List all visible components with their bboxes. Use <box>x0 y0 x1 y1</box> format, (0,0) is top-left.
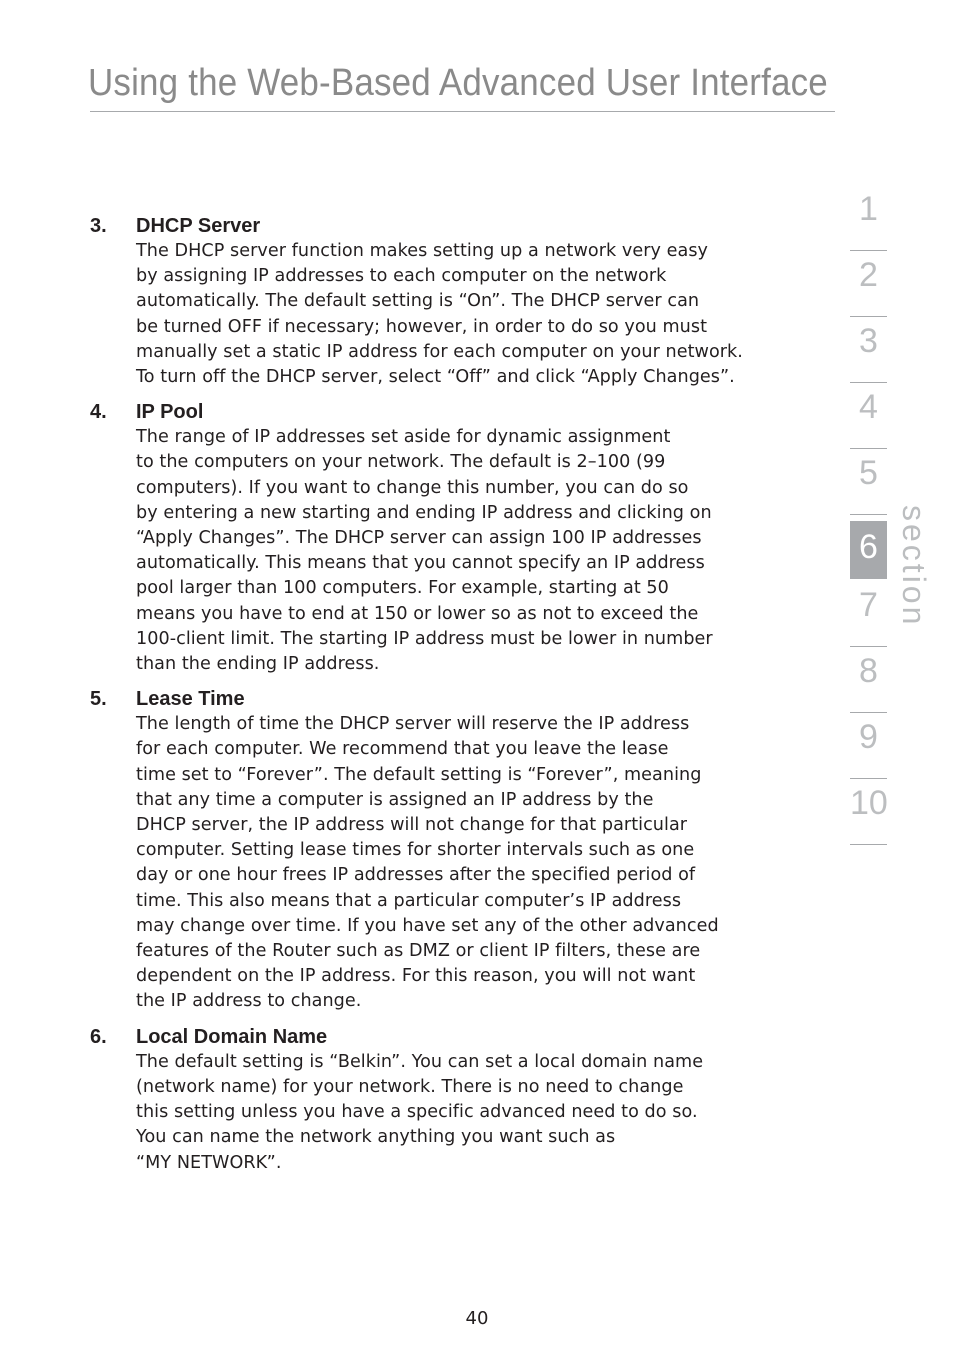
section-number: 1 <box>859 190 878 228</box>
section-number: 3 <box>859 322 878 360</box>
section-number: 7 <box>859 586 878 624</box>
section-tab-8[interactable] <box>850 647 887 713</box>
item-number: 5. <box>90 688 107 711</box>
item-number: 3. <box>90 215 107 237</box>
section-label: section <box>896 505 932 628</box>
section-tab-9[interactable] <box>850 713 887 779</box>
list-item-dhcp-server <box>90 214 810 390</box>
item-heading: IP Pool <box>136 401 204 424</box>
section-number: 2 <box>859 256 878 294</box>
item-heading: DHCP Server <box>136 215 261 237</box>
list-item-ip-pool <box>90 400 810 677</box>
section-tab-7[interactable] <box>850 581 887 647</box>
section-number: 8 <box>859 652 878 690</box>
page-title: Using the Web-Based Advanced User Interface <box>88 62 828 104</box>
item-number: 4. <box>90 401 107 424</box>
item-heading: Lease Time <box>136 688 245 711</box>
item-heading: Local Domain Name <box>136 1025 328 1048</box>
section-tab-1[interactable] <box>850 185 887 251</box>
item-body: The default setting is “Belkin”. You can set a local domain name (network name) for your network. There is no need to change this setting unless you have a specific advanced need to do so. You can name the network anything you want such as “MY NETWORK”. <box>136 1051 704 1173</box>
section-tab-5[interactable] <box>850 449 887 515</box>
list-item-lease-time <box>90 687 810 1014</box>
section-tab-10[interactable] <box>850 779 887 845</box>
section-number: 6 <box>859 528 878 566</box>
content-list <box>90 214 810 1186</box>
title-divider <box>90 111 835 112</box>
section-number: 9 <box>859 718 878 756</box>
page-number: 40 <box>465 1308 489 1329</box>
section-tab-2[interactable] <box>850 251 887 317</box>
section-number: 10 <box>850 784 888 822</box>
list-item-local-domain-name <box>90 1025 810 1176</box>
item-body: The DHCP server function makes setting up a network very easy by assigning IP addresses to each computer on the network automatically. The default setting is “On”. The DHCP server can be turned OFF if necessary; however, in order to do so you must manually set a static IP address for each computer on your network. To turn off the DHCP server, select “Off” and click “Apply Changes”. <box>136 241 743 388</box>
item-body: The range of IP addresses set aside for dynamic assignment to the computers on your network. The default is 2–100 (99 computers). If you want to change this number, you can do so by entering a new starting and ending IP address and clicking on “Apply Changes”. The DHCP server can assign 100 IP addresses automatically. This means that you cannot specify an IP address pool larger than 100 computers. For example, starting at 50 means you have to end at 150 or lower so as not to exceed the 100-client limit. The starting IP address must be lower in number than the ending IP address. <box>136 427 713 675</box>
section-number: 5 <box>859 454 878 492</box>
section-tab-4[interactable] <box>850 383 887 449</box>
item-number: 6. <box>90 1025 107 1048</box>
section-number: 4 <box>859 388 878 426</box>
item-body: The length of time the DHCP server will reserve the IP address for each computer. We recommend that you leave the lease time set to “Forever”. The default setting is “Forever”, meaning that any time a computer is assigned an IP address by the DHCP server, the IP address will not change for that particular computer. Setting lease times for shorter intervals such as one day or one hour frees IP addresses after the specified period of time. This also means that a particular computer’s IP address may change over time. If you have set any of the other advanced features of the Router such as DMZ or client IP filters, these are dependent on the IP address. For this reason, you will not want the IP address to change. <box>136 714 719 1012</box>
section-tab-3[interactable] <box>850 317 887 383</box>
section-tab-6-active[interactable] <box>850 515 887 581</box>
section-nav <box>850 185 887 845</box>
